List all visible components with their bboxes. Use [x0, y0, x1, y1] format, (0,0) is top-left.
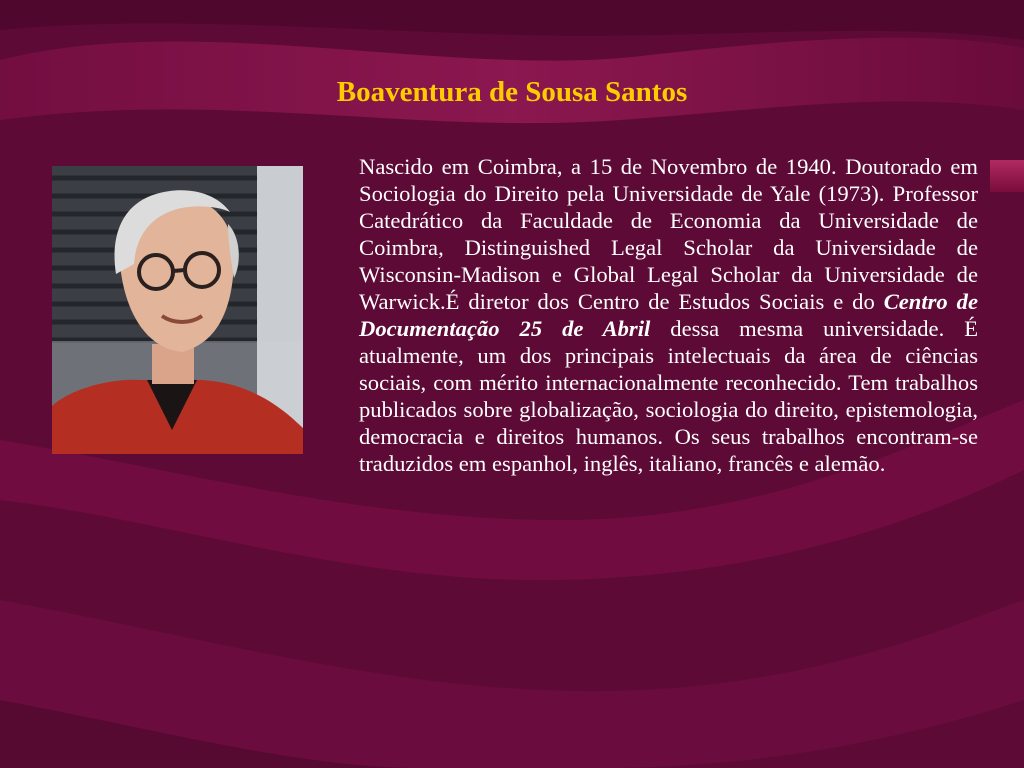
portrait-illustration [52, 166, 303, 454]
bio-emphasis: Centro de Documentação 25 de Abril [359, 289, 978, 341]
slide-title: Boaventura de Sousa Santos [336, 76, 688, 108]
bio-part-2: dessa mesma universidade. É atualmente, um dos principais intelectuais da área de ciências sociais, com mérito internacionalmente reconhecido. Tem trabalhos publicados sobre globalização, sociologia do direito, epistemologia, democracia e direitos humanos. Os seus trabalhos encontram-se traduzidos em espanhol, inglês, italiano, francês e alemão. [359, 316, 979, 476]
bio-part-1: Nascido em Coimbra, a 15 de Novembro de 1940. Doutorado em Sociologia do Direito pela Universidade de Yale (1973). Professor Catedrático da Faculdade de Economia da Universidade de Coimbra, Distinguished Legal Scholar da Universidade de Wisconsin-Madison e Global Legal Scholar da Universidade de Warwick.É diretor dos Centro de Estudos Sociais e do [359, 154, 978, 314]
portrait-photo [52, 166, 303, 454]
side-tab-decoration [990, 160, 1024, 192]
biography-text [359, 153, 978, 477]
